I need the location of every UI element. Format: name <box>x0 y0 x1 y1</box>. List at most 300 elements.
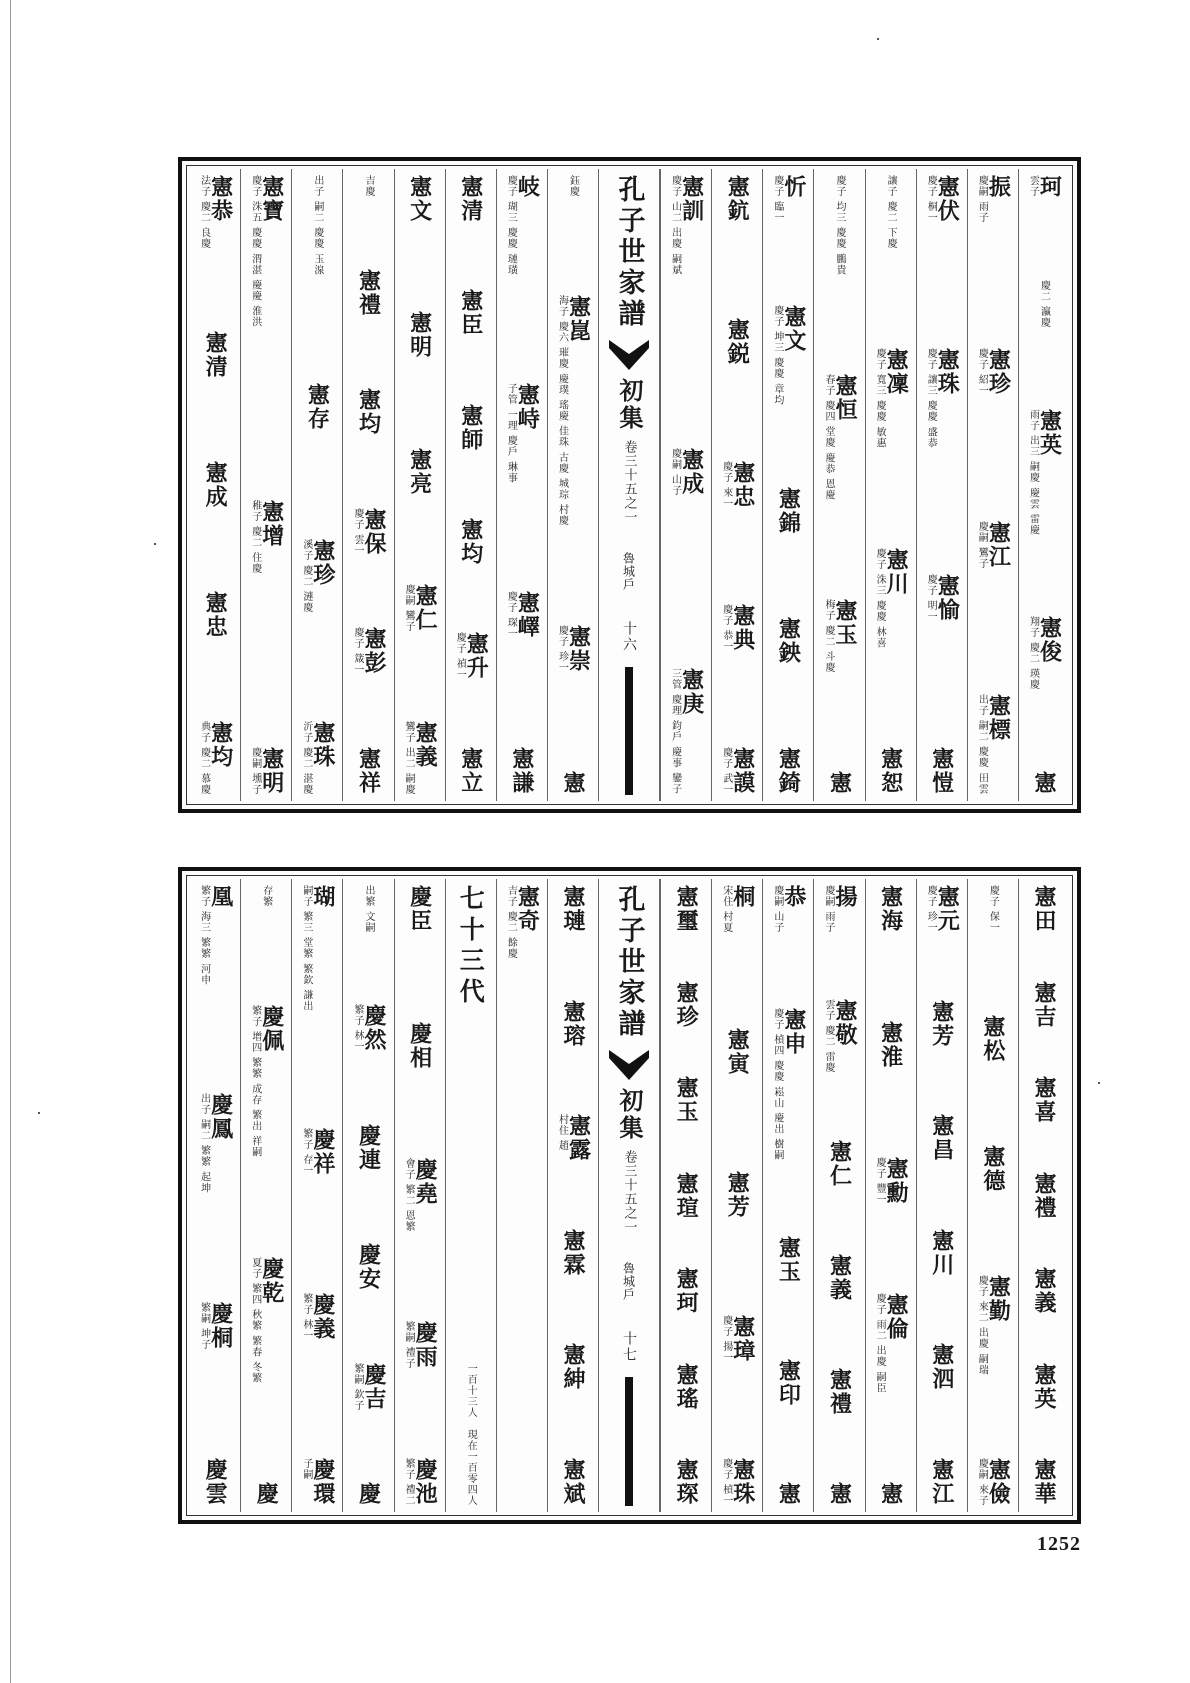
person-name: 憲英 <box>1030 1362 1057 1411</box>
person-name: 憲忠 <box>202 590 229 639</box>
name-entry <box>1027 175 1063 199</box>
name-entry <box>673 1362 700 1411</box>
lineage-note: 繁子 林一 <box>351 1004 363 1053</box>
lineage-note: 稚子 慶二 住慶 <box>249 500 261 575</box>
lineage-note: 慶子 楨四 慶慶 崧山 慶出 樹嗣 <box>771 1008 783 1162</box>
volume-label: 卷三十五之一 <box>621 1150 637 1234</box>
volume-label: 卷三十五之一 <box>621 440 637 524</box>
person-name: 憲義 <box>826 1253 853 1302</box>
person-name: 憲升 <box>463 632 490 681</box>
person-name: 憲祥 <box>355 746 382 795</box>
lineage-note: 雲子 慶二 雷慶 <box>822 999 834 1074</box>
register-column <box>547 879 598 1512</box>
lineage-note: 讓子 慶二 下慶 <box>885 175 897 250</box>
person-name: 憲庚 <box>678 668 705 717</box>
name-entry <box>1030 1362 1057 1411</box>
name-entry <box>724 1028 751 1077</box>
person-name: 憲愷 <box>928 746 955 795</box>
person-name: 憲吉 <box>1030 980 1057 1029</box>
person-name: 慶雲 <box>202 1458 229 1506</box>
genealogy-page-16 <box>178 157 1081 813</box>
name-entry <box>721 885 754 933</box>
name-entry <box>406 311 433 360</box>
name-entry <box>559 885 586 933</box>
name-entry <box>301 721 334 795</box>
register-column <box>190 879 240 1512</box>
person-name: 憲恕 <box>877 746 904 795</box>
lineage-note: 慶嗣 雨子 <box>822 885 834 934</box>
person-name: 憲師 <box>457 403 484 452</box>
name-entry <box>457 403 484 452</box>
person-name: 憲保 <box>360 507 387 556</box>
name-entry <box>925 348 961 449</box>
register-column <box>394 879 445 1512</box>
name-entry <box>925 175 961 224</box>
name-entry <box>559 999 586 1048</box>
person-name: 憲 <box>826 771 853 795</box>
person-name: 憲喜 <box>1030 1076 1057 1124</box>
name-entry <box>928 1343 955 1392</box>
person-name: 慶然 <box>360 1004 387 1053</box>
person-name: 慶安 <box>355 1243 382 1292</box>
name-entry <box>261 885 272 907</box>
name-entry <box>976 694 1012 795</box>
name-entry <box>567 175 578 197</box>
person-name: 慶 <box>355 1481 382 1506</box>
name-entry <box>1038 280 1049 328</box>
person-name: 憲德 <box>979 1145 1006 1194</box>
person-name: 憲 <box>1030 770 1057 795</box>
name-entry <box>721 747 754 795</box>
name-entry <box>352 508 385 556</box>
scan-speck <box>877 38 879 40</box>
register-column <box>916 879 967 1512</box>
person-name: 憲崑 <box>565 295 592 344</box>
person-name: 慶佩 <box>258 1005 285 1054</box>
person-name: 憲鉠 <box>775 617 802 666</box>
lineage-note: 沂子 慶二 湛慶 <box>300 720 312 795</box>
name-entry <box>1030 770 1057 795</box>
lineage-note: 繁子 禮二 <box>403 1457 415 1506</box>
person-name: 憲鋭 <box>724 317 751 366</box>
person-name: 憲 <box>559 771 586 795</box>
lineage-note: 翔子 慶二 瑛慶 <box>1027 615 1039 691</box>
name-entry <box>355 1243 382 1292</box>
name-entry <box>976 175 1012 224</box>
name-entry <box>403 1457 439 1506</box>
person-name: 憲川 <box>928 1228 955 1277</box>
person-name: 憲明 <box>258 746 285 795</box>
person-name: 珂 <box>1036 175 1063 199</box>
scan-speck <box>38 1112 40 1114</box>
person-name: 憲錦 <box>775 487 802 536</box>
lineage-note: 吉慶 <box>362 175 374 197</box>
person-name: 憲瑤 <box>673 1362 700 1411</box>
name-entry <box>823 599 856 673</box>
name-entry <box>928 1228 955 1277</box>
scan-edge <box>10 0 11 1683</box>
name-entry <box>673 1076 700 1124</box>
person-name: 憲均 <box>355 388 382 437</box>
name-entry <box>456 885 486 1009</box>
person-name: 憲紳 <box>559 1343 586 1392</box>
column-grid <box>190 169 1069 801</box>
name-entry <box>673 885 700 933</box>
name-entry <box>721 604 754 652</box>
name-entry <box>874 348 910 449</box>
person-name: 憲峙 <box>514 383 541 432</box>
lineage-note: 海子 慶六 璀慶 慶璞 瑤慶 佳珠 古慶 城琮 村慶 <box>556 295 568 527</box>
lineage-note: 繁嗣 欽子 <box>351 1362 363 1411</box>
register-column <box>394 169 445 801</box>
name-entry <box>775 487 802 536</box>
lineage-note: 繁嗣 坤子 <box>198 1301 210 1351</box>
scan-speck <box>154 543 156 545</box>
name-entry <box>826 1481 853 1506</box>
column-grid <box>190 879 1069 1512</box>
person-name: 憲松 <box>979 1015 1006 1064</box>
person-name: 慶桐 <box>207 1301 234 1350</box>
name-entry <box>772 305 805 406</box>
name-entry <box>775 617 802 666</box>
person-name: 憲儉 <box>985 1457 1012 1506</box>
person-name: 憲斌 <box>559 1457 586 1506</box>
lineage-note: 夏子 繁四 秋繁 繁春 冬繁 <box>249 1256 261 1384</box>
name-entry <box>403 584 439 633</box>
person-name: 慶池 <box>412 1457 439 1506</box>
person-name: 憲芳 <box>928 999 955 1048</box>
register-column <box>813 879 864 1512</box>
person-name: 岐 <box>514 175 541 199</box>
name-entry <box>406 175 433 223</box>
name-entry <box>772 175 805 223</box>
person-name: 憲江 <box>928 1458 955 1506</box>
person-name: 瑚 <box>309 885 336 909</box>
name-entry <box>877 1021 904 1070</box>
name-entry <box>454 632 490 681</box>
name-entry <box>670 175 703 276</box>
person-name: 憲璉 <box>559 885 586 933</box>
register-column <box>547 169 598 801</box>
person-name: 憲華 <box>1030 1458 1057 1506</box>
leaf-number: 十六 <box>621 621 637 653</box>
person-name: 憲俊 <box>1036 615 1063 664</box>
person-name: 憲臣 <box>457 289 484 338</box>
person-name: 憲愉 <box>934 573 961 622</box>
name-entry <box>1030 1458 1057 1506</box>
name-entry <box>352 1363 385 1411</box>
person-name: 慶連 <box>355 1123 382 1172</box>
person-name: 憲霖 <box>559 1228 586 1277</box>
name-entry <box>505 885 541 960</box>
name-entry <box>253 1481 280 1506</box>
margin-bar <box>625 667 633 795</box>
collection-label: 初集 <box>615 378 644 432</box>
name-entry <box>874 1293 910 1394</box>
name-entry <box>1030 1267 1057 1315</box>
lineage-note: 梅子 慶二 斗慶 <box>822 598 834 673</box>
register-column <box>660 879 711 1512</box>
lineage-note: 慶子 保一 <box>987 885 999 934</box>
lineage-note: 宋住 村夏 <box>720 885 732 934</box>
person-name: 憲禮 <box>826 1367 853 1416</box>
person-name: 憲璋 <box>729 1314 756 1363</box>
register-column <box>762 879 813 1512</box>
person-name: 憲均 <box>457 518 484 567</box>
collection-label: 初集 <box>615 1088 644 1142</box>
name-entry <box>363 885 374 933</box>
person-name: 憲嶧 <box>514 591 541 640</box>
name-entry <box>465 1363 476 1506</box>
lineage-note: 春子 慶四 堂慶 慶恭 恩慶 <box>822 373 834 501</box>
name-entry <box>355 1123 382 1172</box>
name-entry <box>721 461 754 509</box>
person-name: 憲珍 <box>673 980 700 1029</box>
person-name: 憲仁 <box>412 584 439 633</box>
person-name: 憲恒 <box>831 373 858 422</box>
name-entry <box>834 175 845 276</box>
name-entry <box>772 885 805 933</box>
register-column <box>967 879 1018 1512</box>
lineage-note: 慶子 來一 <box>720 460 732 509</box>
name-entry <box>301 539 334 613</box>
person-name: 慶相 <box>406 1021 433 1070</box>
lineage-note: 慶嗣 來子 <box>976 1457 988 1506</box>
name-entry <box>1030 1076 1057 1124</box>
lineage-note: 慶子 明一 <box>925 573 937 622</box>
name-entry <box>301 885 334 1012</box>
person-name: 恭 <box>780 885 807 909</box>
name-entry <box>363 175 374 197</box>
lineage-note: 慶嗣 山子 <box>771 885 783 934</box>
name-entry <box>403 1321 439 1370</box>
name-entry <box>826 1139 853 1188</box>
name-entry <box>457 518 484 567</box>
genealogy-page-17 <box>178 867 1081 1524</box>
person-name: 憲倫 <box>883 1293 910 1342</box>
person-name: 憲元 <box>934 885 961 933</box>
person-name: 慶臣 <box>406 885 433 933</box>
person-name: 憲田 <box>1030 885 1057 933</box>
name-entry <box>556 624 592 673</box>
lineage-note: 吉子 慶二 餘慶 <box>505 885 517 960</box>
name-entry <box>874 547 910 649</box>
person-name: 憲勳 <box>883 1157 910 1206</box>
lineage-note: 出子 嗣二 繁繁 起坤 <box>198 1093 210 1194</box>
person-name: 憲增 <box>258 500 285 549</box>
lineage-note: 慶子 讓三 慶慶 盛恭 <box>925 348 937 449</box>
name-entry <box>505 175 541 276</box>
household-label: 魯城戶 <box>621 1262 636 1301</box>
register-column <box>291 879 342 1512</box>
lineage-note: 溪子 慶二 漣慶 <box>300 538 312 614</box>
name-entry <box>406 447 433 496</box>
lineage-note: 慶子 揚一 <box>720 1314 732 1363</box>
lineage-note: 慶子 雲一 <box>351 507 363 556</box>
fish-tail-mark-icon <box>609 1050 649 1080</box>
person-name: 七十三代 <box>456 885 486 1009</box>
name-entry <box>301 1293 334 1341</box>
name-entry <box>885 175 896 249</box>
name-entry <box>826 1367 853 1416</box>
person-name: 憲敬 <box>831 999 858 1048</box>
name-entry <box>877 1481 904 1506</box>
name-entry <box>301 1458 334 1506</box>
lineage-note: 慶子 坤三 慶慶 章均 <box>771 305 783 406</box>
lineage-note: 出子 嗣二 慶慶 田雲 <box>976 694 988 795</box>
name-entry <box>979 1015 1006 1064</box>
name-entry <box>403 720 439 795</box>
person-name: 憲凜 <box>883 348 910 397</box>
name-entry <box>202 331 229 380</box>
name-entry <box>976 521 1012 570</box>
register-column <box>445 879 496 1512</box>
name-entry <box>673 980 700 1029</box>
name-entry <box>987 885 998 933</box>
lineage-note: 鸞子 出二 嗣慶 <box>403 720 415 795</box>
register-column <box>660 169 711 801</box>
person-name: 憲鈧 <box>724 175 751 223</box>
name-entry <box>352 1004 385 1052</box>
name-entry <box>775 746 802 795</box>
person-name: 憲謨 <box>729 746 756 795</box>
person-name: 憲珍 <box>309 538 336 587</box>
person-name: 慶鳳 <box>207 1093 234 1142</box>
name-entry <box>202 1458 229 1506</box>
name-entry <box>928 1114 955 1163</box>
name-entry <box>1030 885 1057 933</box>
person-name: 慶吉 <box>360 1362 387 1411</box>
name-entry <box>403 1158 439 1233</box>
name-entry <box>823 999 856 1073</box>
person-name: 憲奇 <box>514 885 541 933</box>
name-entry <box>250 747 283 795</box>
lineage-note: 慶子 山二 出慶 嗣斌 <box>669 175 681 276</box>
name-entry <box>928 1458 955 1506</box>
name-entry <box>823 885 856 933</box>
name-entry <box>877 746 904 795</box>
person-name: 憲亮 <box>406 447 433 496</box>
lineage-note: 慶子 恭一 <box>720 603 732 652</box>
lineage-note: 一百十三人 現在一百零四人 <box>465 1363 477 1506</box>
register-column <box>342 879 393 1512</box>
name-entry <box>673 1267 700 1315</box>
lineage-note: 慶嗣 鸞子 <box>403 584 415 633</box>
name-entry <box>823 374 856 501</box>
book-title: 孔子世家譜 <box>613 885 645 1040</box>
person-name: 憲璽 <box>673 885 700 933</box>
name-entry <box>304 383 331 432</box>
person-name: 憲勤 <box>985 1275 1012 1324</box>
person-name: 憲 <box>826 1481 853 1506</box>
lineage-note: 子嗣 <box>300 1457 312 1480</box>
person-name: 憲 <box>775 1481 802 1506</box>
name-entry <box>979 1145 1006 1194</box>
name-entry <box>1030 1171 1057 1220</box>
name-entry <box>457 289 484 338</box>
name-entry <box>724 317 751 366</box>
person-name: 慶祥 <box>309 1128 336 1177</box>
name-entry <box>1027 408 1063 536</box>
name-entry <box>721 1315 754 1363</box>
person-name: 憲禮 <box>355 268 382 317</box>
person-name: 憲江 <box>985 521 1012 570</box>
name-entry <box>874 1157 910 1206</box>
person-name: 憲珍 <box>985 348 1012 397</box>
name-entry <box>250 175 283 328</box>
name-entry <box>673 1458 700 1506</box>
name-entry <box>976 1275 1012 1376</box>
lineage-note: 子管 一理 慶戶 琳事 <box>505 383 517 484</box>
lineage-note: 典子 慶二 慕慶 <box>198 720 210 795</box>
lineage-note: 慶子 瑚三 慶慶 璉璜 <box>505 175 517 276</box>
person-name: 憲川 <box>883 547 910 596</box>
name-entry <box>355 388 382 437</box>
person-name: 憲琛 <box>673 1458 700 1506</box>
register-column <box>496 879 547 1512</box>
lineage-note: 繁子 林一 <box>300 1293 312 1342</box>
lineage-note: 繁嗣 禮子 <box>403 1321 415 1370</box>
name-entry <box>199 721 232 795</box>
person-name: 憲謙 <box>508 746 535 795</box>
name-entry <box>775 1359 802 1407</box>
person-name: 憲珠 <box>309 720 336 769</box>
person-name: 憲仁 <box>826 1139 853 1188</box>
leaf-number: 十七 <box>621 1331 637 1363</box>
lineage-note: 村住 趙 <box>556 1114 568 1152</box>
name-entry <box>877 885 904 933</box>
person-name: 憲成 <box>202 460 229 509</box>
register-column <box>865 169 916 801</box>
person-name: 憲珠 <box>934 348 961 397</box>
page-center-margin <box>598 169 660 801</box>
name-entry <box>508 746 535 795</box>
person-name: 憲清 <box>457 175 484 223</box>
lineage-note: 慶子 桐一 <box>925 175 937 224</box>
person-name: 憲成 <box>678 447 705 496</box>
person-name: 憲清 <box>202 331 229 380</box>
lineage-note: 鈺慶 <box>567 175 579 197</box>
name-entry <box>724 1171 751 1220</box>
lineage-note: 出繁 文嗣 <box>362 885 374 934</box>
name-entry <box>1027 615 1063 691</box>
lineage-note: 雨子 出三 嗣慶 慶雲 雷慶 <box>1027 408 1039 536</box>
lineage-note: 出子 嗣二 慶慶 玉湶 <box>311 175 323 276</box>
name-entry <box>721 1458 754 1506</box>
lineage-note: 慶子 紹一 <box>976 348 988 397</box>
person-name: 憲淮 <box>877 1021 904 1070</box>
lineage-note: 慶嗣 鸞子 <box>976 521 988 570</box>
register-column <box>711 169 762 801</box>
person-name: 慶 <box>253 1481 280 1506</box>
person-name: 憲標 <box>985 694 1012 743</box>
name-entry <box>355 1481 382 1506</box>
person-name: 憲 <box>877 1481 904 1506</box>
household-label: 魯城戶 <box>621 552 636 591</box>
register-column <box>240 879 291 1512</box>
person-name: 憲瑄 <box>673 1171 700 1220</box>
name-entry <box>925 885 961 934</box>
register-column <box>1018 879 1069 1512</box>
name-entry <box>199 1302 232 1350</box>
lineage-note: 慶子 雨二 出慶 嗣臣 <box>874 1293 886 1394</box>
person-name: 憲玉 <box>673 1076 700 1124</box>
book-title: 孔子世家譜 <box>613 175 645 330</box>
lineage-note: 慶子 寬三 慶慶 敏惠 <box>874 348 886 449</box>
register-column <box>190 169 240 801</box>
register-column <box>342 169 393 801</box>
lineage-note: 法子 慶二 良慶 <box>198 175 210 250</box>
